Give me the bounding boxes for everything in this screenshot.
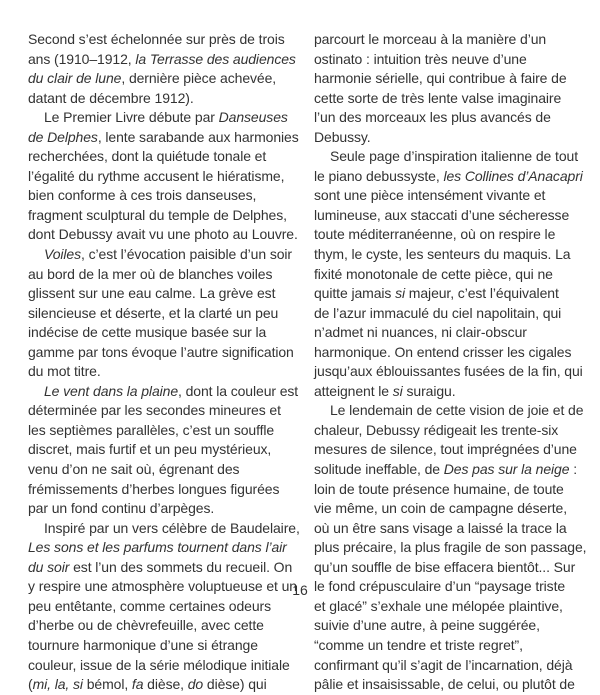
text-line — [314, 675, 600, 695]
text-line — [28, 225, 318, 245]
text-line — [314, 656, 600, 676]
body-text: discret, mais furtif et un peu mystérieux, — [28, 441, 272, 458]
text-line — [28, 382, 318, 402]
text-line — [28, 401, 318, 421]
body-text: Second s’est échelonnée sur près de trois — [28, 31, 285, 47]
body-text: , lente sarabande aux harmonies — [97, 128, 299, 145]
text-line — [314, 519, 600, 539]
body-text: parcourt le morceau à la manière d’un — [314, 31, 547, 47]
text-line — [314, 616, 600, 636]
body-text: mesures de silence, tout imprégnées d’une — [314, 441, 577, 458]
text-line — [314, 401, 600, 421]
body-text: , c’est l’évocation paisible d’un soir — [81, 246, 292, 263]
body-text: harmonique. On entend crisser les cigales — [314, 343, 572, 360]
body-text: venu d’on ne sait où, égrenant des — [28, 461, 240, 478]
text-line — [314, 69, 600, 89]
body-text: où un être sans visage a laissé la trace la — [314, 519, 567, 536]
body-text: , dont la couleur est — [178, 382, 299, 399]
page-number: 16 — [292, 582, 308, 598]
body-text: au bord de la mer où de blanches voiles — [28, 265, 273, 282]
text-line — [28, 186, 318, 206]
text-line — [28, 69, 318, 89]
text-line — [314, 89, 600, 109]
body-text: Inspiré par un vers célèbre de Baudelaire, — [44, 519, 300, 536]
text-line — [314, 323, 600, 343]
body-text: de l’azur immaculé du ciel napolitain, qui — [314, 304, 562, 321]
italic-title-text: si — [395, 285, 406, 302]
text-line — [314, 265, 600, 285]
body-text: harmonie sérielle, qui contribue à faire de — [314, 70, 567, 87]
text-line — [314, 499, 600, 519]
body-text: : — [569, 461, 577, 478]
body-text: et glacé” s’exhale une mélopée plaintive, — [314, 597, 563, 614]
body-text: le fond crépusculaire d’un “paysage triste — [314, 578, 566, 595]
text-line — [314, 460, 600, 480]
body-text: chaleur, Debussy rédigeait les trente-six — [314, 421, 559, 438]
text-line — [314, 480, 600, 500]
italic-title-text: de Delphes — [28, 128, 98, 145]
body-text: tournure harmonique d’une si étrange — [28, 636, 258, 653]
text-line — [28, 519, 318, 539]
text-line — [314, 206, 600, 226]
body-text: fixité monotonale de cette pièce, qui ne — [314, 265, 553, 282]
text-line — [28, 284, 318, 304]
body-text: glissent sur une eau calme. La grève est — [28, 285, 276, 302]
body-text: le piano debussyste, — [314, 167, 444, 184]
italic-title-text: les Collines d’Anacapri — [443, 167, 583, 184]
text-line — [28, 421, 318, 441]
body-text: silencieuse et déserte, et la clarté un peu — [28, 304, 279, 321]
body-text: toute méditerranéenne, où on respire le — [314, 226, 556, 243]
text-line — [28, 656, 318, 676]
body-text: atteignent le — [314, 382, 393, 399]
body-text: l’un des morceaux les plus avancés de — [314, 109, 551, 126]
text-line — [28, 323, 318, 343]
body-text: qu’un souffle de bise effacera bientôt... Sur — [314, 558, 576, 575]
body-text: sont une pièce intensément vivante et — [314, 187, 546, 204]
body-text: d’herbe ou de chèvrefeuille, avec cette — [28, 617, 264, 634]
body-text: est l’un des sommets du recueil. On — [69, 558, 293, 575]
text-line — [28, 147, 318, 167]
text-line — [314, 30, 600, 50]
text-line — [314, 343, 600, 363]
text-line — [314, 186, 600, 206]
text-line — [28, 499, 318, 519]
text-line — [314, 147, 600, 167]
body-text: recherchées, dont la quiétude tonale et — [28, 148, 267, 165]
text-line — [28, 362, 318, 382]
text-line — [28, 206, 318, 226]
text-line — [28, 304, 318, 324]
body-text: bémol, — [82, 676, 132, 693]
text-line — [314, 245, 600, 265]
body-text: du mot titre. — [28, 363, 101, 380]
body-text: Seule page d’inspiration italienne de tout — [330, 148, 578, 165]
body-text: couleur, issue de la série mélodique initiale — [28, 656, 290, 673]
body-text: datant de décembre 1912). — [28, 89, 194, 106]
body-text: l’égalité du rythme accusent le hiératisme, — [28, 167, 285, 184]
body-text: indécise de cette musique basée sur la — [28, 324, 267, 341]
body-text: plus précaire, la plus fragile de son passage, — [314, 539, 587, 556]
text-line — [314, 108, 600, 128]
text-line — [314, 50, 600, 70]
body-text: frémissements d’herbes longues figurées — [28, 480, 280, 497]
body-text: dièse, — [143, 676, 188, 693]
text-line — [28, 50, 318, 70]
text-line — [314, 558, 600, 578]
body-text: vie même, un coin de campagne déserte, — [314, 500, 568, 517]
body-text: les septièmes parallèles, c’est un souffle — [28, 421, 275, 438]
body-text: Le Premier Livre débute par — [44, 109, 219, 126]
body-text: , dernière pièce achevée, — [121, 70, 277, 87]
text-line — [28, 343, 318, 363]
body-text: déterminée par les secondes mineures et — [28, 402, 281, 419]
body-text: Debussy. — [314, 128, 371, 145]
body-text: solitude ineffable, de — [314, 461, 444, 478]
text-line — [314, 128, 600, 148]
body-text: confirmant qu’il s’agit de l’incarnation, déjà — [314, 656, 573, 673]
text-line — [314, 225, 600, 245]
body-text: par un fond continu d’arpèges. — [28, 500, 215, 517]
body-text: y respire une atmosphère voluptueuse et un — [28, 578, 297, 595]
body-text: thym, le cyste, les senteurs du maquis. La — [314, 246, 571, 263]
italic-title-text: si — [392, 382, 403, 399]
body-text: pâlie et insaisissable, de celui, ou plutôt de — [314, 676, 575, 693]
text-line — [28, 558, 318, 578]
text-line — [28, 30, 318, 50]
italic-title-text: du clair de lune — [28, 70, 122, 87]
body-text: suraigu. — [402, 382, 456, 399]
text-line — [28, 265, 318, 285]
italic-title-text: do — [187, 676, 204, 693]
text-line — [28, 616, 318, 636]
italic-title-text: Des pas sur la neige — [443, 461, 570, 478]
body-text: dont Debussy avait vu une photo au Louvre. — [28, 226, 298, 243]
text-line — [28, 675, 318, 695]
text-line — [28, 636, 318, 656]
text-line — [314, 382, 600, 402]
body-text: fragment sculptural du temple de Delphes, — [28, 206, 287, 223]
body-text: loin de toute présence humaine, de toute — [314, 480, 564, 497]
italic-title-text: du soir — [28, 558, 70, 575]
body-text: “comme un tendre et triste regret”, — [314, 636, 523, 653]
body-text: jusqu’aux éblouissantes fusées de la fin, qui — [314, 363, 583, 380]
text-line — [28, 108, 318, 128]
body-text: peu entêtante, comme certaines odeurs — [28, 597, 272, 614]
text-line — [314, 284, 600, 304]
body-text: ( — [28, 676, 33, 693]
italic-title-text: fa — [131, 676, 144, 693]
body-text: gamme par tons évoque l’autre signification — [28, 343, 294, 360]
body-text: lumineuse, aux staccati d’une sécheresse — [314, 206, 570, 223]
text-line — [28, 440, 318, 460]
text-line — [314, 304, 600, 324]
body-text: quitte jamais — [314, 285, 396, 302]
text-line — [314, 362, 600, 382]
body-text: dièse) qui — [203, 676, 267, 693]
italic-title-text: la Terrasse des audiences — [135, 50, 296, 67]
text-line — [28, 245, 318, 265]
italic-title-text: Voiles — [44, 246, 82, 263]
body-text: bien conforme à ces trois danseuses, — [28, 187, 257, 204]
body-text: n’admet ni nuances, ni clair-obscur — [314, 324, 527, 341]
body-text: cette sorte de très lente valse imaginaire — [314, 89, 562, 106]
text-line — [28, 480, 318, 500]
body-text: majeur, c’est l’équivalent — [405, 285, 559, 302]
text-line — [28, 538, 318, 558]
text-line — [28, 460, 318, 480]
body-text: ans (1910–1912, — [28, 50, 136, 67]
text-line — [28, 89, 318, 109]
text-line — [314, 167, 600, 187]
text-line — [314, 538, 600, 558]
text-line — [314, 636, 600, 656]
body-text: suivie d’une autre, à peine suggérée, — [314, 617, 540, 634]
text-line — [28, 128, 318, 148]
text-line — [314, 440, 600, 460]
body-text: ostinato : intuition très neuve d’une — [314, 50, 527, 67]
italic-title-text: Les sons et les parfums tournent dans l’air — [28, 539, 287, 556]
italic-title-text: Le vent dans la plaine — [44, 382, 179, 399]
text-line — [314, 421, 600, 441]
italic-title-text: mi, la, si — [32, 676, 83, 693]
italic-title-text: Danseuses — [218, 109, 288, 126]
body-text: Le lendemain de cette vision de joie et de — [330, 402, 584, 419]
text-line — [28, 167, 318, 187]
